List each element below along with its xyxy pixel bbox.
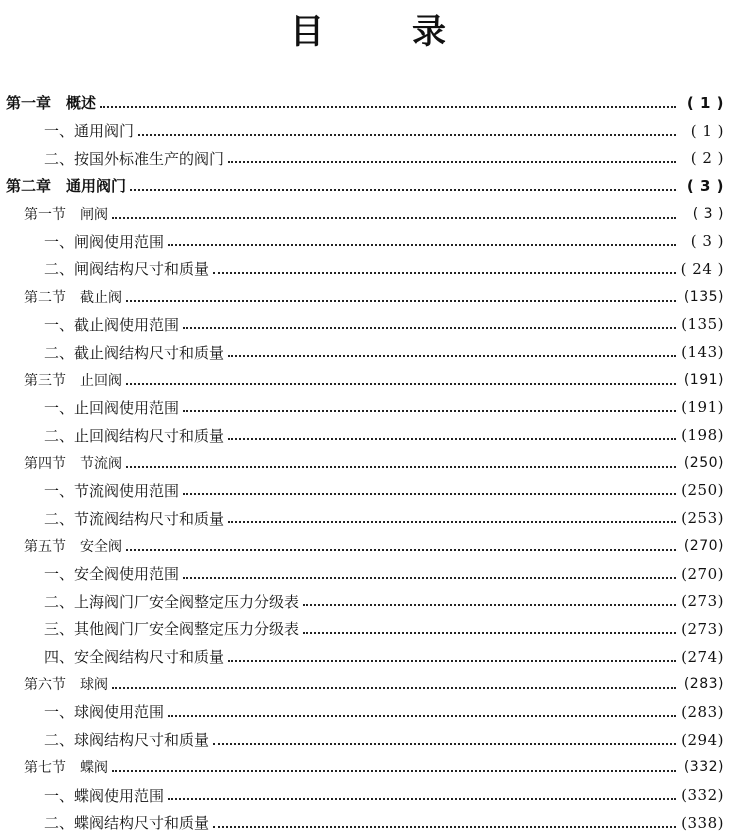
dot-leader [228,341,676,357]
dot-leader [183,563,676,579]
toc-entry-label: 二、蝶阀结构尺寸和质量 [44,814,210,833]
toc-page-number: ( 1 ) [686,93,724,112]
toc-item-row [0,698,736,726]
toc-section-row [0,532,736,560]
toc-item-row [0,338,736,366]
toc-page-number: ( 24 ) [680,259,724,278]
toc-item-row [0,311,736,339]
toc-entry-label: 第六节 球阀 [24,677,108,694]
toc-entry-label: 第七节 蝶阀 [24,760,108,777]
dot-leader [183,313,676,329]
toc-section-row [0,366,736,394]
toc-item-row [0,643,736,671]
toc-page-number: (283) [681,702,724,721]
dot-leader [112,756,676,772]
toc-item-row [0,726,736,754]
toc-item-row [0,394,736,422]
toc-item-row [0,477,736,505]
toc-entry-label: 二、止回阀结构尺寸和质量 [44,426,225,445]
toc-page-number: (270) [683,537,724,554]
toc-entry-label: 一、球阀使用范围 [44,703,165,722]
toc-section-row [0,200,736,228]
toc-item-row [0,809,736,837]
toc-page-number: ( 3 ) [692,205,724,222]
toc-entry-label: 一、闸阀使用范围 [44,232,165,251]
dot-leader [303,590,676,606]
toc-entry-label: 第二节 截止阀 [24,289,122,306]
toc-page-number: (338) [681,813,724,832]
dot-leader [130,175,676,191]
toc-section-row [0,449,736,477]
toc-item-row [0,587,736,615]
dot-leader [228,646,676,662]
toc-page-number: (250) [681,481,724,500]
toc-entry-label: 第一节 闸阀 [24,206,108,223]
toc-page-number: (198) [681,426,724,445]
dot-leader [228,507,676,523]
toc-page-number: (191) [681,398,724,417]
toc-page-number: (250) [683,454,724,471]
toc-entry-label: 一、节流阀使用范围 [44,481,180,500]
dot-leader [112,673,676,689]
dot-leader [126,369,676,385]
dot-leader [213,258,676,274]
toc-page-number: (270) [681,564,724,583]
toc-entry-label: 二、按国外标准生产的阀门 [44,149,225,168]
toc-section-row [0,283,736,311]
dot-leader [126,286,676,302]
toc-entry-label: 一、通用阀门 [44,122,135,141]
dot-leader [183,396,676,412]
toc-page-number: (135) [683,288,724,305]
toc-item-row [0,117,736,145]
dot-leader [183,479,676,495]
dot-leader [228,424,676,440]
toc-page-number: (135) [681,315,724,334]
page-title: 目录 [290,12,534,52]
dot-leader [168,701,676,717]
toc-page-number: (191) [683,371,724,388]
toc-entry-label: 二、截止阀结构尺寸和质量 [44,343,225,362]
toc-item-row [0,615,736,643]
dot-leader [168,230,676,246]
toc-entry-label: 第四节 节流阀 [24,455,122,472]
toc-page-number: (273) [681,592,724,611]
dot-leader [126,452,676,468]
toc-entry-label: 二、节流阀结构尺寸和质量 [44,509,225,528]
toc-item-row [0,504,736,532]
toc-item-row [0,227,736,255]
dot-leader [303,618,676,634]
toc-entry-label: 一、截止阀使用范围 [44,315,180,334]
dot-leader [138,120,676,136]
dot-leader [168,784,676,800]
toc-chapter-row [0,89,736,117]
toc-entry-label: 四、安全阀结构尺寸和质量 [44,648,225,667]
toc-item-row [0,781,736,809]
dot-leader [228,147,676,163]
toc-page-number: (294) [681,730,724,749]
toc-item-row [0,421,736,449]
toc-entry-label: 二、球阀结构尺寸和质量 [44,731,210,750]
toc-section-row [0,754,736,782]
toc-entry-label: 二、上海阀门厂安全阀整定压力分级表 [44,592,300,611]
toc-page-number: (253) [681,509,724,528]
toc-page-number: ( 1 ) [690,121,724,140]
dot-leader [213,812,676,828]
toc-page-number: (273) [681,619,724,638]
toc-entry-label: 一、安全阀使用范围 [44,565,180,584]
toc-page-number: ( 2 ) [690,149,724,168]
toc-entry-label: 二、闸阀结构尺寸和质量 [44,260,210,279]
toc-chapter-row [0,172,736,200]
toc-page-number: (143) [681,343,724,362]
toc-entry-label: 第三节 止回阀 [24,372,122,389]
toc-page-number: ( 3 ) [690,232,724,251]
dot-leader [213,729,676,745]
toc-entry-label: 第一章 概述 [6,94,97,113]
toc-page-number: (274) [681,647,724,666]
toc-page-number: (332) [681,786,724,805]
dot-leader [112,203,676,219]
toc-entry-label: 第五节 安全阀 [24,538,122,555]
toc-entry-label: 一、止回阀使用范围 [44,398,180,417]
toc-entry-label: 一、蝶阀使用范围 [44,786,165,805]
toc-item-row [0,255,736,283]
toc-entry-label: 第二章 通用阀门 [6,177,127,196]
toc-item-row [0,144,736,172]
dot-leader [100,92,676,108]
toc-page-number: ( 3 ) [686,176,724,195]
table-of-contents [0,89,736,837]
toc-entry-label: 三、其他阀门厂安全阀整定压力分级表 [44,620,300,639]
toc-page-number: (283) [683,676,724,693]
toc-page-number: (332) [683,759,724,776]
toc-item-row [0,560,736,588]
toc-section-row [0,670,736,698]
dot-leader [126,535,676,551]
